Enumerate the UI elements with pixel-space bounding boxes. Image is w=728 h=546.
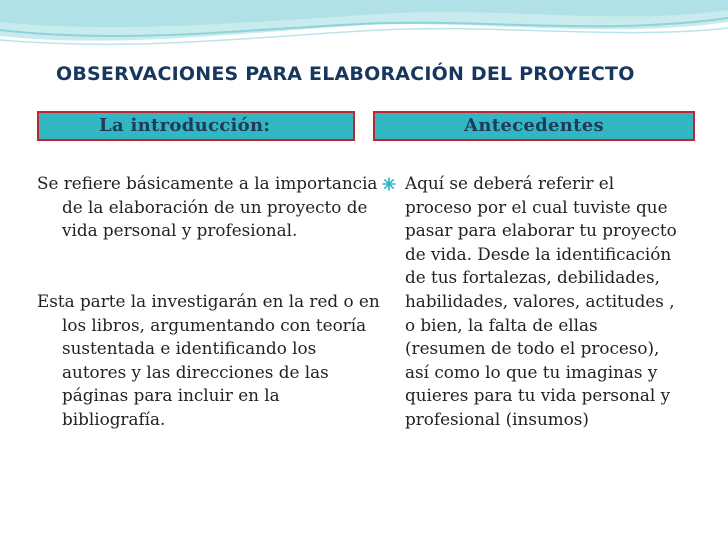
introduccion-header: La introducción: bbox=[37, 111, 355, 141]
antecedentes-header: Antecedentes bbox=[373, 111, 695, 141]
introduccion-paragraph-2: Esta parte la investigarán en la red o en los libros, argumentando con teoría sustentada e identificando los autores y las direcciones de las páginas para incluir en la bibliografía. bbox=[37, 291, 380, 429]
slide-title: OBSERVACIONES PARA ELABORACIÓN DEL PROYECTO bbox=[56, 63, 635, 85]
introduccion-paragraph-1: Se refiere básicamente a la importancia de la elaboración de un proyecto de vida personal y profesional. bbox=[37, 173, 378, 241]
antecedentes-paragraph: Aquí se deberá referir el proceso por el cual tuviste que pasar para elaborar tu proyecto de vida. Desde la identificación de tus fortalezas, debilidades, habilidades, valores, actitudes , o bien, la falta de ellas (resumen de todo el proceso), así como lo que tu imaginas y quieres para tu vida personal y profesional (insumos) bbox=[405, 173, 677, 429]
sunburst-bullet-icon bbox=[382, 177, 396, 191]
top-wave-decoration bbox=[0, 0, 728, 64]
